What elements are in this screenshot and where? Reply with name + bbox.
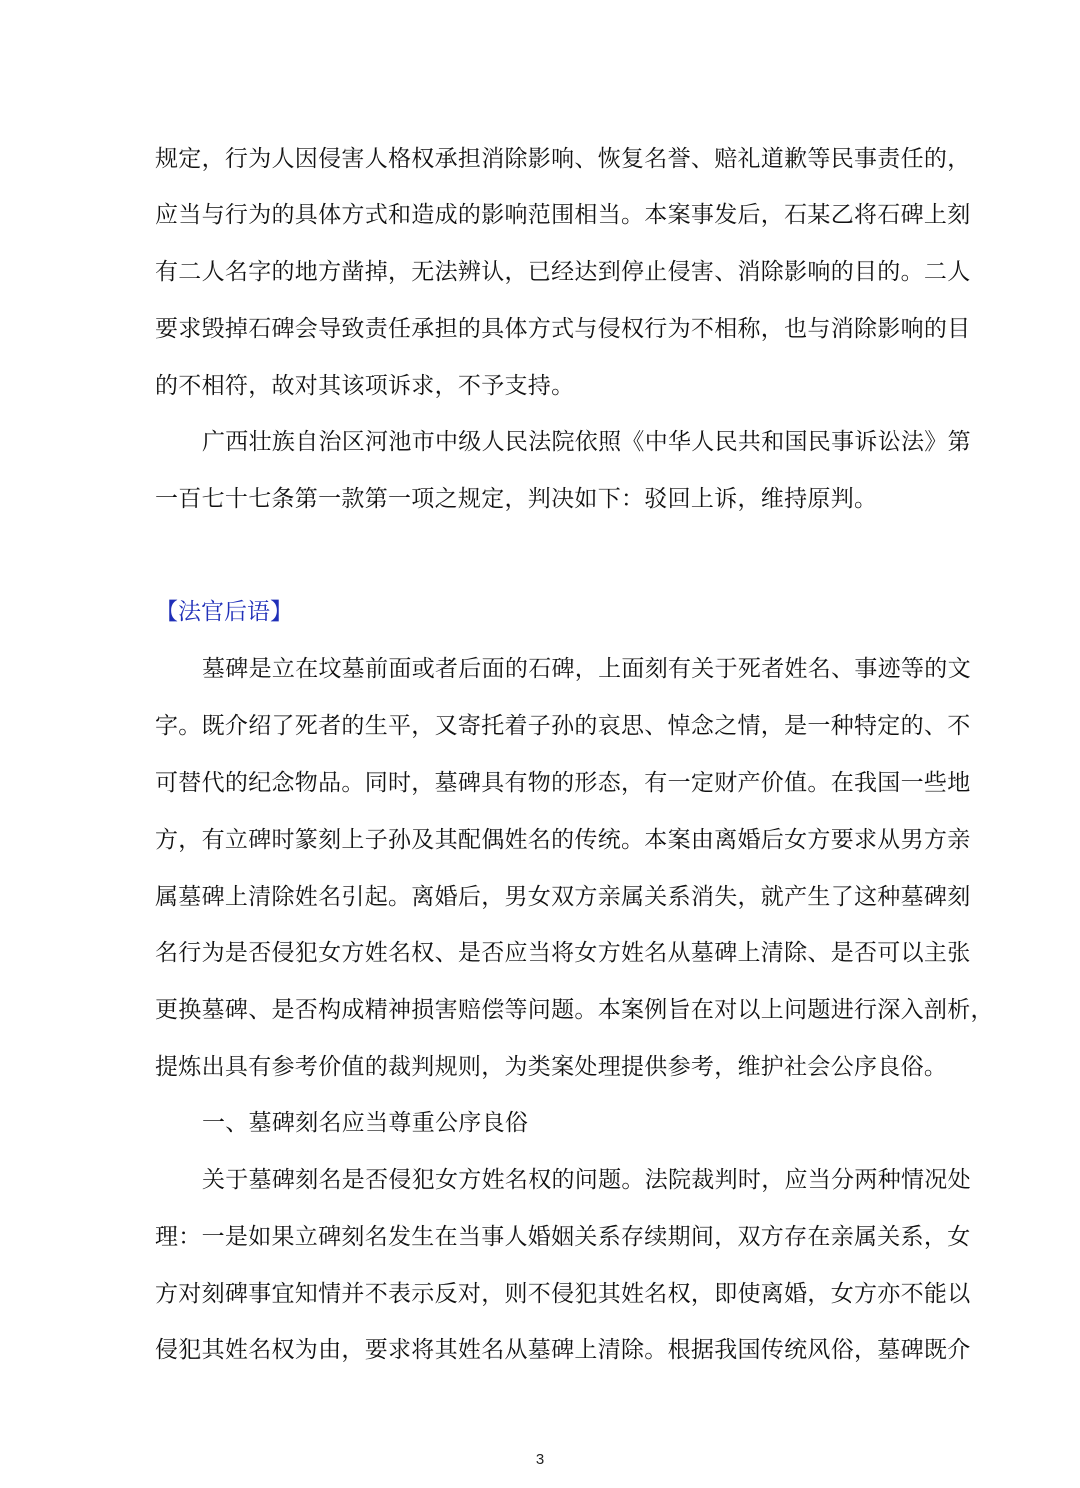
paragraph-2-line-1: 广西壮族自治区河池市中级人民法院依照《中华人民共和国民事诉讼法》第: [202, 429, 971, 455]
paragraph-3-line-3: 可替代的纪念物品。同时，墓碑具有物的形态，有一定财产价值。在我国一些地: [155, 770, 971, 796]
paragraph-4-line-4: 侵犯其姓名权为由，要求将其姓名从墓碑上清除。根据我国传统风俗，墓碑既介: [155, 1337, 971, 1363]
paragraph-4-line-3: 方对刻碑事宜知情并不表示反对，则不侵犯其姓名权，即使离婚，女方亦不能以: [155, 1281, 971, 1307]
paragraph-3-line-8: 提炼出具有参考价值的裁判规则，为类案处理提供参考，维护社会公序良俗。: [155, 1054, 948, 1080]
paragraph-1-line-1: 规定，行为人因侵害人格权承担消除影响、恢复名誉、赔礼道歉等民事责任的，: [155, 146, 971, 172]
paragraph-1-line-5: 的不相符，故对其该项诉求，不予支持。: [155, 373, 575, 399]
paragraph-3-line-1: 墓碑是立在坟墓前面或者后面的石碑，上面刻有关于死者姓名、事迹等的文: [202, 656, 971, 682]
paragraph-4-line-1: 关于墓碑刻名是否侵犯女方姓名权的问题。法院裁判时，应当分两种情况处: [202, 1167, 971, 1193]
subheading-one: 一、墓碑刻名应当尊重公序良俗: [202, 1110, 529, 1136]
paragraph-1-line-4: 要求毁掉石碑会导致责任承担的具体方式与侵权行为不相称，也与消除影响的目: [155, 316, 971, 342]
paragraph-3-line-4: 方，有立碑时篆刻上子孙及其配偶姓名的传统。本案由离婚后女方要求从男方亲: [155, 827, 971, 853]
paragraph-1-line-3: 有二人名字的地方凿掉，无法辨认，已经达到停止侵害、消除影响的目的。二人: [155, 259, 971, 285]
paragraph-3-line-5: 属墓碑上清除姓名引起。离婚后，男女双方亲属关系消失，就产生了这种墓碑刻: [155, 884, 971, 910]
paragraph-3-line-7: 更换墓碑、是否构成精神损害赔偿等问题。本案例旨在对以上问题进行深入剖析，: [155, 997, 994, 1023]
paragraph-3-line-2: 字。既介绍了死者的生平，又寄托着子孙的哀思、悼念之情，是一种特定的、不: [155, 713, 971, 739]
page-number: 3: [535, 1451, 545, 1468]
paragraph-4-line-2: 理：一是如果立碑刻名发生在当事人婚姻关系存续期间，双方存在亲属关系，女: [155, 1224, 971, 1250]
judge-afterword-heading: 【法官后语】: [155, 599, 293, 625]
paragraph-2-line-2: 一百七十七条第一款第一项之规定，判决如下：驳回上诉，维持原判。: [155, 486, 878, 512]
paragraph-1-line-2: 应当与行为的具体方式和造成的影响范围相当。本案事发后，石某乙将石碑上刻: [155, 202, 971, 228]
paragraph-3-line-6: 名行为是否侵犯女方姓名权、是否应当将女方姓名从墓碑上清除、是否可以主张: [155, 940, 971, 966]
